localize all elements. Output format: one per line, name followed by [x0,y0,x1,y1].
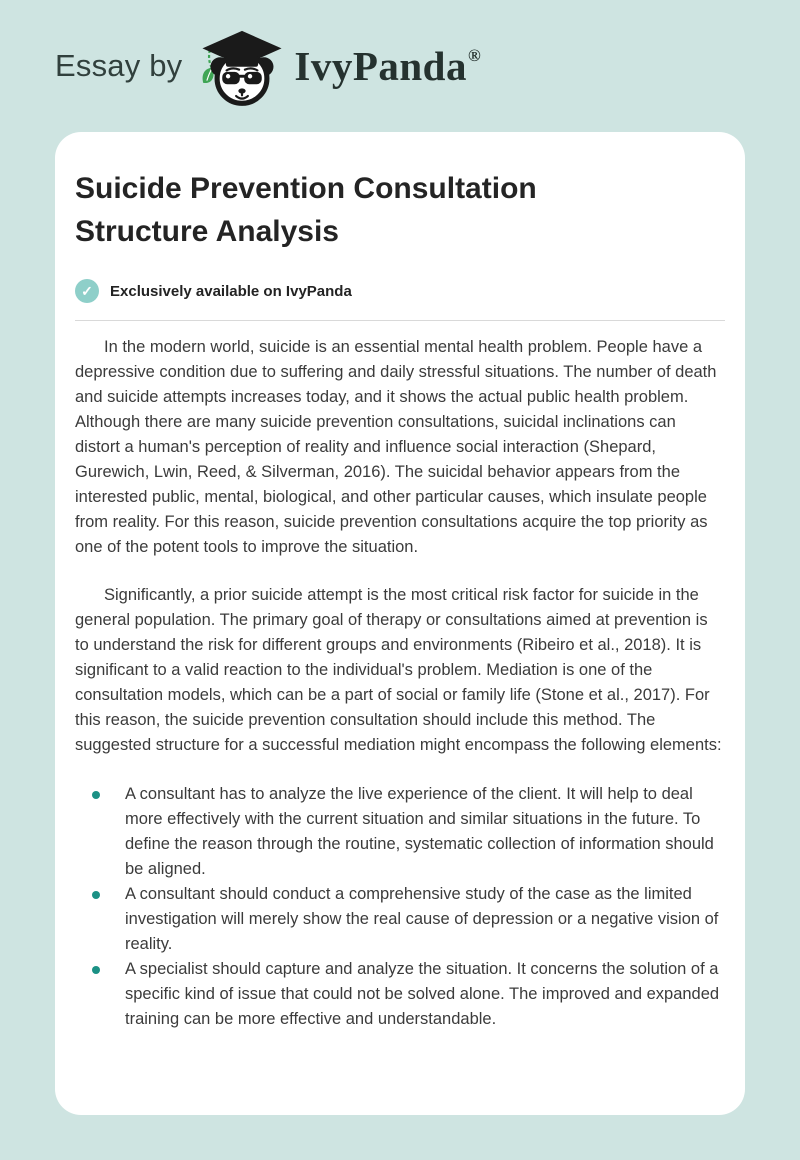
brand-name: IvyPanda [294,43,467,89]
availability-label: Exclusively available on IvyPanda [110,282,352,300]
registered-mark: ® [467,46,482,66]
checkmark-icon: ✓ [75,279,99,303]
brand-wordmark [294,42,480,90]
availability-badge [75,279,725,303]
bullet-icon [92,966,100,974]
essay-card [55,132,745,1115]
paragraph: In the modern world, suicide is an essential mental health problem. People have a depressive condition due to suffering and daily stressful situations. The number of death and suicide attempts increases today, and it shows the actual public health problem. Although there are many suicide prevention consultations, suicidal inclinations can distort a human's perception of reality and influence social interaction (Shepard, Gurewich, Lwin, Reed, & Silverman, 2016). The suicidal behavior appears from the interested public, mental, biological, and other particular causes, which insulate people from reality. For this reason, suicide prevention consultations acquire the top priority as one of the potent tools to improve the situation. [75,338,717,556]
bullet-icon [92,891,100,899]
list-item [75,957,725,1032]
list-item-text: A consultant should conduct a comprehensive study of the case as the limited investigation will merely show the real cause of depression or a negative vision of reality. [125,885,719,953]
list-item-text: A specialist should capture and analyze the situation. It concerns the solution of a specific kind of issue that could not be solved alone. The improved and expanded training can be more effective and understandable. [125,960,720,1028]
list-item-text: A consultant has to analyze the live experience of the client. It will help to deal more effectively with the current situation and similar situations in the future. To define the reason through the routine, systematic collection of information should be aligned. [125,785,714,878]
list-item [75,882,725,957]
essay-by-label: Essay by [55,48,183,83]
divider [75,320,725,321]
paragraph: Significantly, a prior suicide attempt is the most critical risk factor for suicide in the general population. The primary goal of therapy or consultations aimed at prevention is to understand the risk for different groups and environments (Ribeiro et al., 2018). It is significant to a valid reaction to the individual's problem. Mediation is one of the consultation models, which can be a part of social or family life (Stone et al., 2017). For this reason, the suicide prevention consultation should include this method. The suggested structure for a successful mediation might encompass the following elements: [75,586,722,754]
list-item [75,782,725,882]
essay-body [75,335,725,1032]
bullet-list [75,782,725,1032]
header [0,0,800,132]
bullet-icon [92,791,100,799]
essay-title: Suicide Prevention Consultation Structure Analysis [75,172,537,248]
panda-graduate-icon [198,25,286,107]
